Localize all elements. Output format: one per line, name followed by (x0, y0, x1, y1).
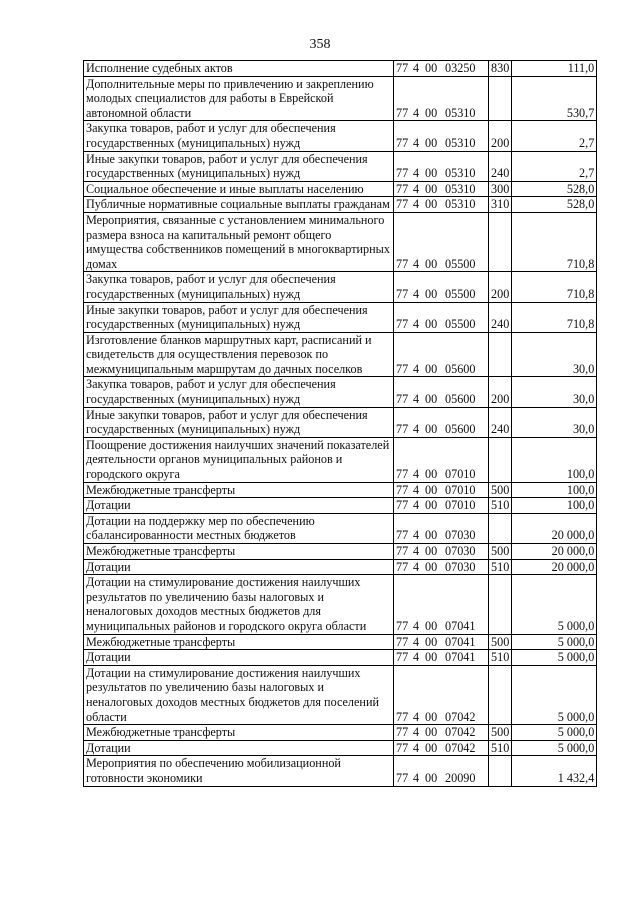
code-program: 77 (396, 256, 409, 271)
code-subprogram: 4 (413, 286, 420, 301)
table-row (84, 559, 597, 575)
target-article-code (394, 725, 489, 741)
table-row (84, 513, 597, 543)
code-program: 77 (396, 105, 409, 120)
code-subprogram: 4 (413, 61, 420, 75)
expense-type-code: 200 (489, 272, 512, 302)
code-subprogram: 4 (413, 105, 420, 120)
expense-type-code (489, 437, 512, 482)
expense-type-code: 500 (489, 634, 512, 650)
expense-name: Дотации (84, 740, 394, 756)
code-direction: 07010 (445, 482, 476, 497)
code-subprogram: 4 (413, 181, 420, 196)
code-subprogram: 4 (413, 709, 420, 724)
code-subprogram: 4 (413, 559, 420, 574)
code-direction: 07030 (445, 559, 476, 574)
table-row (84, 61, 597, 77)
code-program: 77 (396, 559, 409, 574)
expense-name: Мероприятия по обеспечению мобилизационной готовности экономики (84, 756, 394, 786)
amount: 2,7 (512, 121, 597, 151)
code-subprogram: 4 (413, 725, 420, 740)
target-article-code (394, 61, 489, 77)
budget-table-body (84, 61, 597, 787)
code-subprogram: 4 (413, 422, 420, 437)
amount: 30,0 (512, 377, 597, 407)
table-row (84, 407, 597, 437)
code-group: 00 (425, 482, 438, 497)
code-subprogram: 4 (413, 317, 420, 332)
code-group: 00 (425, 181, 438, 196)
target-article-code (394, 740, 489, 756)
expense-name: Дотации на поддержку мер по обеспечению сбалансированности местных бюджетов (84, 513, 394, 543)
table-row (84, 332, 597, 377)
table-row (84, 756, 597, 786)
code-direction: 05500 (445, 286, 476, 301)
expense-type-code: 310 (489, 197, 512, 213)
table-row (84, 740, 597, 756)
table-row (84, 151, 597, 181)
code-subprogram: 4 (413, 197, 420, 212)
table-row (84, 302, 597, 332)
code-group: 00 (425, 361, 438, 376)
table-row (84, 650, 597, 666)
code-subprogram: 4 (413, 618, 420, 633)
target-article-code (394, 665, 489, 724)
table-row (84, 498, 597, 514)
code-direction: 05310 (445, 135, 476, 150)
code-direction: 05500 (445, 256, 476, 271)
amount: 5 000,0 (512, 575, 597, 634)
expense-name: Дотации на стимулирование достижения наилучших результатов по увеличению базы налоговых и неналоговых доходов местных бюджетов для поселений области (84, 665, 394, 724)
target-article-code (394, 332, 489, 377)
expense-name: Дотации (84, 650, 394, 666)
code-direction: 07042 (445, 709, 476, 724)
code-program: 77 (396, 166, 409, 181)
budget-table (83, 60, 597, 787)
expense-type-code: 240 (489, 302, 512, 332)
target-article-code (394, 575, 489, 634)
amount: 100,0 (512, 437, 597, 482)
amount: 1 432,4 (512, 756, 597, 786)
expense-type-code: 200 (489, 377, 512, 407)
code-group: 00 (425, 498, 438, 513)
code-group: 00 (425, 650, 438, 665)
code-program: 77 (396, 709, 409, 724)
expense-type-code (489, 76, 512, 121)
amount: 5 000,0 (512, 725, 597, 741)
table-row (84, 634, 597, 650)
expense-type-code: 240 (489, 151, 512, 181)
code-direction: 05310 (445, 197, 476, 212)
code-direction: 07030 (445, 528, 476, 543)
code-group: 00 (425, 392, 438, 407)
code-direction: 05310 (445, 105, 476, 120)
code-group: 00 (425, 317, 438, 332)
expense-name: Межбюджетные трансферты (84, 725, 394, 741)
expense-name: Дотации (84, 559, 394, 575)
expense-type-code: 830 (489, 61, 512, 77)
expense-name: Закупка товаров, работ и услуг для обеспечения государственных (муниципальных) нужд (84, 121, 394, 151)
expense-name: Публичные нормативные социальные выплаты гражданам (84, 197, 394, 213)
expense-name: Иные закупки товаров, работ и услуг для обеспечения государственных (муниципальных) нужд (84, 407, 394, 437)
expense-name: Межбюджетные трансферты (84, 482, 394, 498)
amount: 5 000,0 (512, 665, 597, 724)
amount: 2,7 (512, 151, 597, 181)
code-direction: 03250 (445, 61, 476, 75)
expense-type-code: 500 (489, 544, 512, 560)
amount: 100,0 (512, 498, 597, 514)
expense-type-code (489, 575, 512, 634)
code-subprogram: 4 (413, 482, 420, 497)
code-group: 00 (425, 709, 438, 724)
code-direction: 20090 (445, 770, 476, 785)
table-row (84, 725, 597, 741)
code-subprogram: 4 (413, 770, 420, 785)
code-subprogram: 4 (413, 498, 420, 513)
code-direction: 05500 (445, 317, 476, 332)
code-group: 00 (425, 105, 438, 120)
target-article-code (394, 498, 489, 514)
amount: 20 000,0 (512, 513, 597, 543)
code-direction: 07041 (445, 618, 476, 633)
expense-type-code (489, 756, 512, 786)
page-number: 358 (309, 37, 331, 52)
code-subprogram: 4 (413, 528, 420, 543)
code-subprogram: 4 (413, 740, 420, 755)
expense-name: Дотации (84, 498, 394, 514)
code-program: 77 (396, 482, 409, 497)
target-article-code (394, 76, 489, 121)
code-group: 00 (425, 528, 438, 543)
code-program: 77 (396, 135, 409, 150)
expense-type-code: 510 (489, 740, 512, 756)
table-row (84, 544, 597, 560)
target-article-code (394, 482, 489, 498)
amount: 5 000,0 (512, 740, 597, 756)
code-subprogram: 4 (413, 650, 420, 665)
amount: 528,0 (512, 197, 597, 213)
table-row (84, 437, 597, 482)
target-article-code (394, 559, 489, 575)
code-program: 77 (396, 740, 409, 755)
code-program: 77 (396, 61, 409, 75)
code-group: 00 (425, 467, 438, 482)
code-group: 00 (425, 559, 438, 574)
amount: 30,0 (512, 332, 597, 377)
amount: 710,8 (512, 272, 597, 302)
code-direction: 07042 (445, 725, 476, 740)
code-group: 00 (425, 197, 438, 212)
code-direction: 05600 (445, 361, 476, 376)
target-article-code (394, 302, 489, 332)
amount: 710,8 (512, 302, 597, 332)
expense-name: Закупка товаров, работ и услуг для обеспечения государственных (муниципальных) нужд (84, 377, 394, 407)
code-program: 77 (396, 197, 409, 212)
table-row (84, 121, 597, 151)
code-program: 77 (396, 286, 409, 301)
code-program: 77 (396, 650, 409, 665)
expense-name: Иные закупки товаров, работ и услуг для обеспечения государственных (муниципальных) нужд (84, 151, 394, 181)
code-subprogram: 4 (413, 256, 420, 271)
expense-type-code (489, 332, 512, 377)
code-direction: 05600 (445, 422, 476, 437)
target-article-code (394, 212, 489, 271)
target-article-code (394, 377, 489, 407)
table-row (84, 197, 597, 213)
code-group: 00 (425, 740, 438, 755)
code-group: 00 (425, 618, 438, 633)
code-direction: 07041 (445, 634, 476, 649)
table-row (84, 76, 597, 121)
amount: 710,8 (512, 212, 597, 271)
expense-name: Иные закупки товаров, работ и услуг для обеспечения государственных (муниципальных) нужд (84, 302, 394, 332)
target-article-code (394, 650, 489, 666)
expense-name: Дополнительные меры по привлечению и закреплению молодых специалистов для работы в Еврейской автономной области (84, 76, 394, 121)
code-program: 77 (396, 181, 409, 196)
amount: 5 000,0 (512, 650, 597, 666)
code-subprogram: 4 (413, 392, 420, 407)
table-row (84, 212, 597, 271)
expense-type-code: 510 (489, 559, 512, 575)
target-article-code (394, 634, 489, 650)
code-program: 77 (396, 498, 409, 513)
table-row (84, 272, 597, 302)
code-subprogram: 4 (413, 634, 420, 649)
amount: 528,0 (512, 181, 597, 197)
code-group: 00 (425, 725, 438, 740)
table-row (84, 377, 597, 407)
code-program: 77 (396, 467, 409, 482)
expense-type-code: 510 (489, 498, 512, 514)
code-program: 77 (396, 317, 409, 332)
code-group: 00 (425, 544, 438, 558)
target-article-code (394, 272, 489, 302)
table-row (84, 665, 597, 724)
code-program: 77 (396, 634, 409, 649)
code-subprogram: 4 (413, 135, 420, 150)
code-direction: 07041 (445, 650, 476, 665)
table-row (84, 482, 597, 498)
target-article-code (394, 513, 489, 543)
expense-type-code: 500 (489, 725, 512, 741)
code-program: 77 (396, 618, 409, 633)
code-program: 77 (396, 770, 409, 785)
code-direction: 05600 (445, 392, 476, 407)
expense-name: Закупка товаров, работ и услуг для обеспечения государственных (муниципальных) нужд (84, 272, 394, 302)
code-group: 00 (425, 286, 438, 301)
code-direction: 07042 (445, 740, 476, 755)
code-subprogram: 4 (413, 544, 420, 558)
code-program: 77 (396, 361, 409, 376)
code-group: 00 (425, 135, 438, 150)
amount: 30,0 (512, 407, 597, 437)
code-program: 77 (396, 528, 409, 543)
code-group: 00 (425, 61, 438, 75)
expense-type-code: 200 (489, 121, 512, 151)
amount: 530,7 (512, 76, 597, 121)
expense-type-code: 240 (489, 407, 512, 437)
table-row (84, 575, 597, 634)
target-article-code (394, 121, 489, 151)
code-group: 00 (425, 422, 438, 437)
code-subprogram: 4 (413, 467, 420, 482)
expense-name: Исполнение судебных актов (84, 61, 394, 77)
code-direction: 05310 (445, 166, 476, 181)
expense-type-code (489, 513, 512, 543)
expense-name: Межбюджетные трансферты (84, 634, 394, 650)
expense-type-code: 510 (489, 650, 512, 666)
expense-name: Социальное обеспечение и иные выплаты населению (84, 181, 394, 197)
amount: 100,0 (512, 482, 597, 498)
expense-name: Изготовление бланков маршрутных карт, расписаний и свидетельств для осуществления перевозок по межмуниципальным маршрутам до дачных поселков (84, 332, 394, 377)
code-direction: 05310 (445, 181, 476, 196)
amount: 111,0 (512, 61, 597, 77)
code-direction: 07010 (445, 498, 476, 513)
code-program: 77 (396, 422, 409, 437)
target-article-code (394, 197, 489, 213)
amount: 20 000,0 (512, 544, 597, 560)
expense-name: Поощрение достижения наилучших значений показателей деятельности органов муниципальных районов и городского округа (84, 437, 394, 482)
code-program: 77 (396, 392, 409, 407)
amount: 20 000,0 (512, 559, 597, 575)
target-article-code (394, 151, 489, 181)
target-article-code (394, 181, 489, 197)
expense-name: Дотации на стимулирование достижения наилучших результатов по увеличению базы налоговых и неналоговых доходов местных бюджетов для муниципальных районов и городского округа области (84, 575, 394, 634)
code-group: 00 (425, 256, 438, 271)
target-article-code (394, 437, 489, 482)
expense-name: Мероприятия, связанные с установлением минимального размера взноса на капитальный ремонт общего имущества собственников помещений в многоквартирных домах (84, 212, 394, 271)
table-row (84, 181, 597, 197)
expense-type-code: 500 (489, 482, 512, 498)
code-group: 00 (425, 634, 438, 649)
code-group: 00 (425, 166, 438, 181)
code-subprogram: 4 (413, 361, 420, 376)
code-program: 77 (396, 544, 409, 558)
expense-type-code (489, 665, 512, 724)
expense-type-code (489, 212, 512, 271)
target-article-code (394, 407, 489, 437)
target-article-code (394, 544, 489, 560)
expense-name: Межбюджетные трансферты (84, 544, 394, 560)
code-subprogram: 4 (413, 166, 420, 181)
amount: 5 000,0 (512, 634, 597, 650)
code-program: 77 (396, 725, 409, 740)
expense-type-code: 300 (489, 181, 512, 197)
code-direction: 07030 (445, 544, 476, 558)
target-article-code (394, 756, 489, 786)
code-group: 00 (425, 770, 438, 785)
code-direction: 07010 (445, 467, 476, 482)
